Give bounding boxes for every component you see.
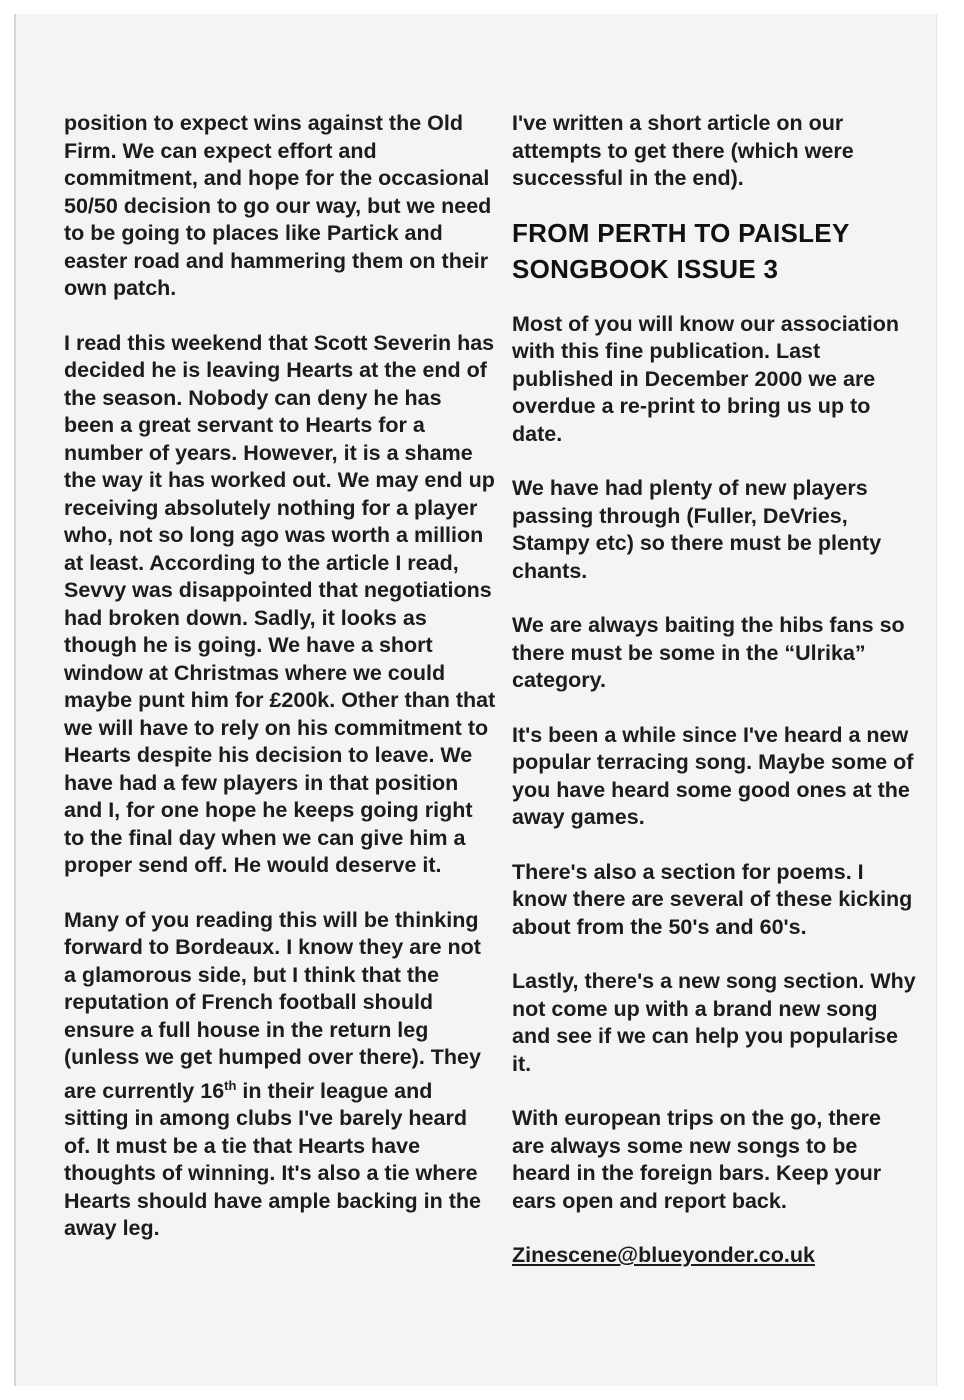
bordeaux-text-part2: in their league and sitting in among clubs I've barely heard of. It must be a tie that Hearts have thoughts of winning. It's also a tie where Hearts should have ample backing in the away leg. (64, 1078, 481, 1241)
paragraph-scott-severin: I read this weekend that Scott Severin has decided he is leaving Hearts at the end of the season. Nobody can deny he has been a great servant to Hearts for a number of years. However, it is a shame the way it has worked out. We may end up receiving absolutely nothing for a player who, not so long ago was worth a million at least. According to the article I read, Sevvy was disappointed that negotiations had broken down. Sadly, it looks as though he is going. We have a short window at Christmas where we could maybe punt him for £200k. Other than that we will have to rely on his commitment to Hearts despite his decision to leave. We have had a few players in that position and I, for one hope he keeps going right to the final day when we can give him a proper send off. He would deserve it. (64, 330, 496, 877)
paragraph-new-song-section: Lastly, there's a new song section. Why not come up with a brand new song and see if we can help you popularise it. (512, 969, 916, 1076)
right-column (512, 110, 916, 1297)
paragraph-poems: There's also a section for poems. I know there are several of these kicking about from the 50's and 60's. (512, 859, 913, 939)
paragraph-association: Most of you will know our association with this fine publication. Last published in December 2000 we are overdue a re-print to bring us up to date. (512, 311, 900, 446)
left-column (64, 110, 496, 1270)
page-edge (950, 0, 964, 1400)
paragraph-bordeaux (64, 907, 496, 1243)
ordinal-suffix: th (224, 1077, 237, 1093)
article-heading: FROM PERTH TO PAISLEY SONGBOOK ISSUE 3 (512, 217, 850, 284)
paragraph-terracing-song: It's been a while since I've heard a new popular terracing song. Maybe some of you have heard some good ones at the away games. (512, 722, 914, 829)
contact-email[interactable]: Zinescene@blueyonder.co.uk (512, 1243, 815, 1267)
paragraph-european-trips: With european trips on the go, there are always some new songs to be heard in the foreign bars. Keep your ears open and report back. (512, 1106, 882, 1213)
paragraph-new-players: We have had plenty of new players passing through (Fuller, DeVries, Stampy etc) so there must be plenty chants. (512, 476, 882, 583)
paragraph-intro: I've written a short article on our attempts to get there (which were successful in the end). (512, 111, 854, 190)
zine-page (14, 14, 937, 1386)
paragraph-hibs-fans: We are always baiting the hibs fans so there must be some in the “Ulrika” category. (512, 613, 905, 692)
bordeaux-text-part1: Many of you reading this will be thinking forward to Bordeaux. I know they are not a glamorous side, but I think that the reputation of French football should ensure a full house in the return leg (unless we get humped over there). They are currently 16 (64, 907, 481, 1103)
paragraph-old-firm: position to expect wins against the Old Firm. We can expect effort and commitment, and hope for the occasional 50/50 decision to go our way, but we need to be going to places like Partick and easter road and hammering them on their own patch. (64, 111, 492, 300)
